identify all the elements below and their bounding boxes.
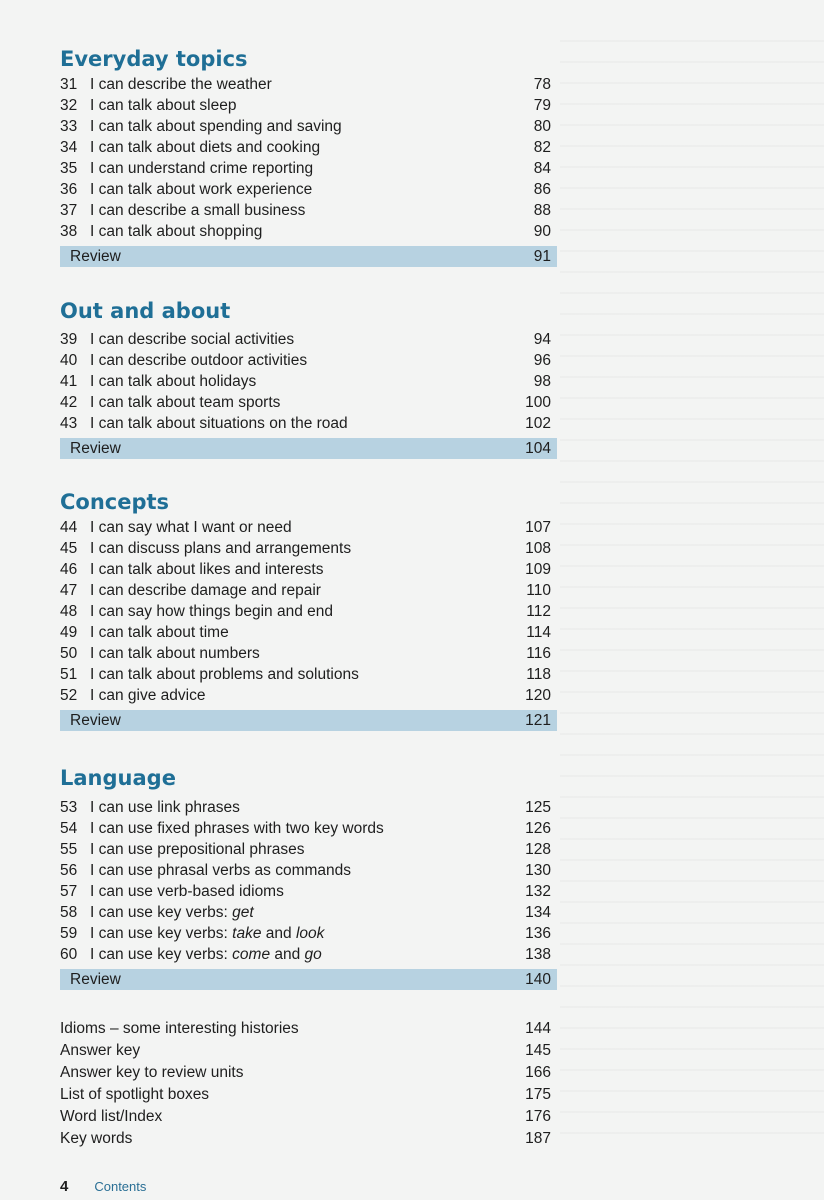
review-label: Review [70,970,121,988]
unit-number: 46 [60,561,78,578]
unit-number: 44 [60,519,78,536]
toc-row [60,1017,557,1039]
toc-row [60,350,557,371]
section-everyday-topics [60,44,557,267]
unit-title: I can use key verbs: take and look [90,925,325,942]
unit-number: 58 [60,904,78,921]
page-number: 114 [526,624,551,641]
page-number: 91 [533,247,551,265]
toc-row [60,601,557,622]
unit-title: I can talk about holidays [90,373,257,390]
section-concepts [60,487,557,731]
review-band [60,438,557,459]
review-band [60,710,557,731]
unit-number: 53 [60,799,78,816]
toc-row [60,179,557,200]
unit-number: 42 [60,394,78,411]
toc-row [60,839,557,860]
review-band [60,246,557,267]
page-number: 108 [525,540,551,557]
unit-number: 39 [60,331,78,348]
toc-row [60,95,557,116]
unit-number: 57 [60,883,78,900]
page-number: 132 [525,883,551,900]
review-band [60,969,557,990]
toc-row [60,580,557,601]
unit-title: I can talk about spending and saving [90,118,342,135]
toc-row [60,158,557,179]
unit-title: I can talk about diets and cooking [90,139,321,156]
unit-title: I can say how things begin and end [90,603,334,620]
entry-title: Answer key to review units [60,1063,244,1081]
unit-number: 31 [60,76,78,93]
unit-number: 48 [60,603,78,620]
section-out-and-about [60,296,557,459]
unit-title: I can use fixed phrases with two key words [90,820,384,837]
page-number: 96 [533,352,551,369]
unit-title: I can use link phrases [90,799,240,816]
entry-title: Word list/Index [60,1107,163,1125]
section-language [60,763,557,990]
unit-number: 54 [60,820,78,837]
section-title: Out and about [60,299,231,323]
toc-row [60,517,557,538]
page-number: 98 [533,373,551,390]
page-number: 125 [525,799,551,816]
unit-number: 49 [60,624,78,641]
toc-row [60,137,557,158]
unit-title: I can talk about situations on the road [90,415,348,432]
page-number: 166 [525,1063,551,1081]
page-number: 82 [533,139,551,156]
unit-title: I can talk about work experience [90,181,313,198]
entry-title: Key words [60,1129,133,1147]
page-number: 140 [525,970,551,988]
unit-title: I can give advice [90,687,206,704]
page-number: 109 [525,561,551,578]
unit-title: I can say what I want or need [90,519,292,536]
unit-number: 32 [60,97,78,114]
page-number: 90 [533,223,551,240]
toc-row [60,860,557,881]
unit-number: 34 [60,139,78,156]
page-number: 134 [525,904,551,921]
unit-number: 50 [60,645,78,662]
page-number: 86 [533,181,551,198]
review-label: Review [70,439,121,457]
unit-number: 56 [60,862,78,879]
toc-row [60,413,557,434]
toc-row [60,392,557,413]
section-title: Language [60,766,176,790]
unit-number: 47 [60,582,78,599]
section-title: Concepts [60,490,170,514]
page-number: 176 [525,1107,551,1125]
page-number: 104 [525,439,551,457]
unit-title: I can use prepositional phrases [90,841,305,858]
page-number: 126 [525,820,551,837]
toc-row [60,538,557,559]
toc-row [60,944,557,965]
unit-number: 41 [60,373,78,390]
toc-row [60,797,557,818]
unit-title: I can describe a small business [90,202,306,219]
toc-row [60,116,557,137]
unit-number: 59 [60,925,78,942]
unit-title: I can describe damage and repair [90,582,321,599]
unit-number: 45 [60,540,78,557]
page-number: 144 [525,1019,551,1037]
unit-title: I can talk about numbers [90,645,260,662]
entry-title: Answer key [60,1041,141,1059]
review-label: Review [70,711,121,729]
unit-number: 51 [60,666,78,683]
page-number: 100 [525,394,551,411]
page-number: 138 [525,946,551,963]
unit-number: 43 [60,415,78,432]
toc-row [60,685,557,706]
page-footer [60,1176,146,1196]
unit-number: 60 [60,946,78,963]
entry-title: List of spotlight boxes [60,1085,210,1103]
page-number: 187 [525,1129,551,1147]
toc-row [60,622,557,643]
page-number: 102 [525,415,551,432]
toc-row [60,200,557,221]
toc-row [60,902,557,923]
unit-title: I can use key verbs: come and go [90,946,322,963]
unit-title: I can describe outdoor activities [90,352,308,369]
unit-title: I can use phrasal verbs as commands [90,862,352,879]
toc-row [60,1105,557,1127]
page-number: 88 [533,202,551,219]
page-number: 145 [525,1041,551,1059]
toc-row [60,371,557,392]
page-number: 118 [526,666,551,683]
footer-label: Contents [94,1178,147,1194]
back-matter-list [60,1017,557,1149]
toc-row [60,1039,557,1061]
page-number: 128 [525,841,551,858]
unit-number: 38 [60,223,78,240]
page-number: 121 [525,711,551,729]
page-number: 116 [526,645,551,662]
unit-title: I can talk about shopping [90,223,263,240]
unit-number: 35 [60,160,78,177]
page-number: 80 [533,118,551,135]
page-number: 120 [525,687,551,704]
unit-title: I can use verb-based idioms [90,883,284,900]
unit-title: I can talk about time [90,624,229,641]
unit-number: 52 [60,687,78,704]
unit-title: I can talk about likes and interests [90,561,324,578]
toc-row [60,643,557,664]
toc-row [60,818,557,839]
toc-row [60,1083,557,1105]
show-through-texture [560,40,824,1150]
toc-row [60,923,557,944]
section-title: Everyday topics [60,47,248,71]
toc-row [60,74,557,95]
unit-number: 40 [60,352,78,369]
page-number: 84 [533,160,551,177]
unit-title: I can talk about problems and solutions [90,666,359,683]
toc-row [60,881,557,902]
page-number: 107 [525,519,551,536]
unit-number: 37 [60,202,78,219]
toc-row [60,221,557,242]
toc-row [60,1061,557,1083]
review-label: Review [70,247,121,265]
unit-title: I can use key verbs: get [90,904,254,921]
page-number: 130 [525,862,551,879]
entry-title: Idioms – some interesting histories [60,1019,299,1037]
unit-title: I can describe the weather [90,76,272,93]
page-number: 94 [533,331,551,348]
page-number: 110 [526,582,551,599]
unit-title: I can discuss plans and arrangements [90,540,352,557]
toc-row [60,664,557,685]
unit-title: I can understand crime reporting [90,160,314,177]
toc-row [60,1127,557,1149]
toc-row [60,559,557,580]
unit-title: I can talk about team sports [90,394,281,411]
page-number: 112 [526,603,551,620]
unit-number: 33 [60,118,78,135]
unit-title: I can describe social activities [90,331,295,348]
footer-page-number: 4 [60,1177,69,1195]
page-number: 136 [525,925,551,942]
unit-number: 55 [60,841,78,858]
toc-row [60,329,557,350]
unit-number: 36 [60,181,78,198]
page-number: 175 [525,1085,551,1103]
page-number: 79 [533,97,551,114]
page-number: 78 [533,76,551,93]
unit-title: I can talk about sleep [90,97,237,114]
